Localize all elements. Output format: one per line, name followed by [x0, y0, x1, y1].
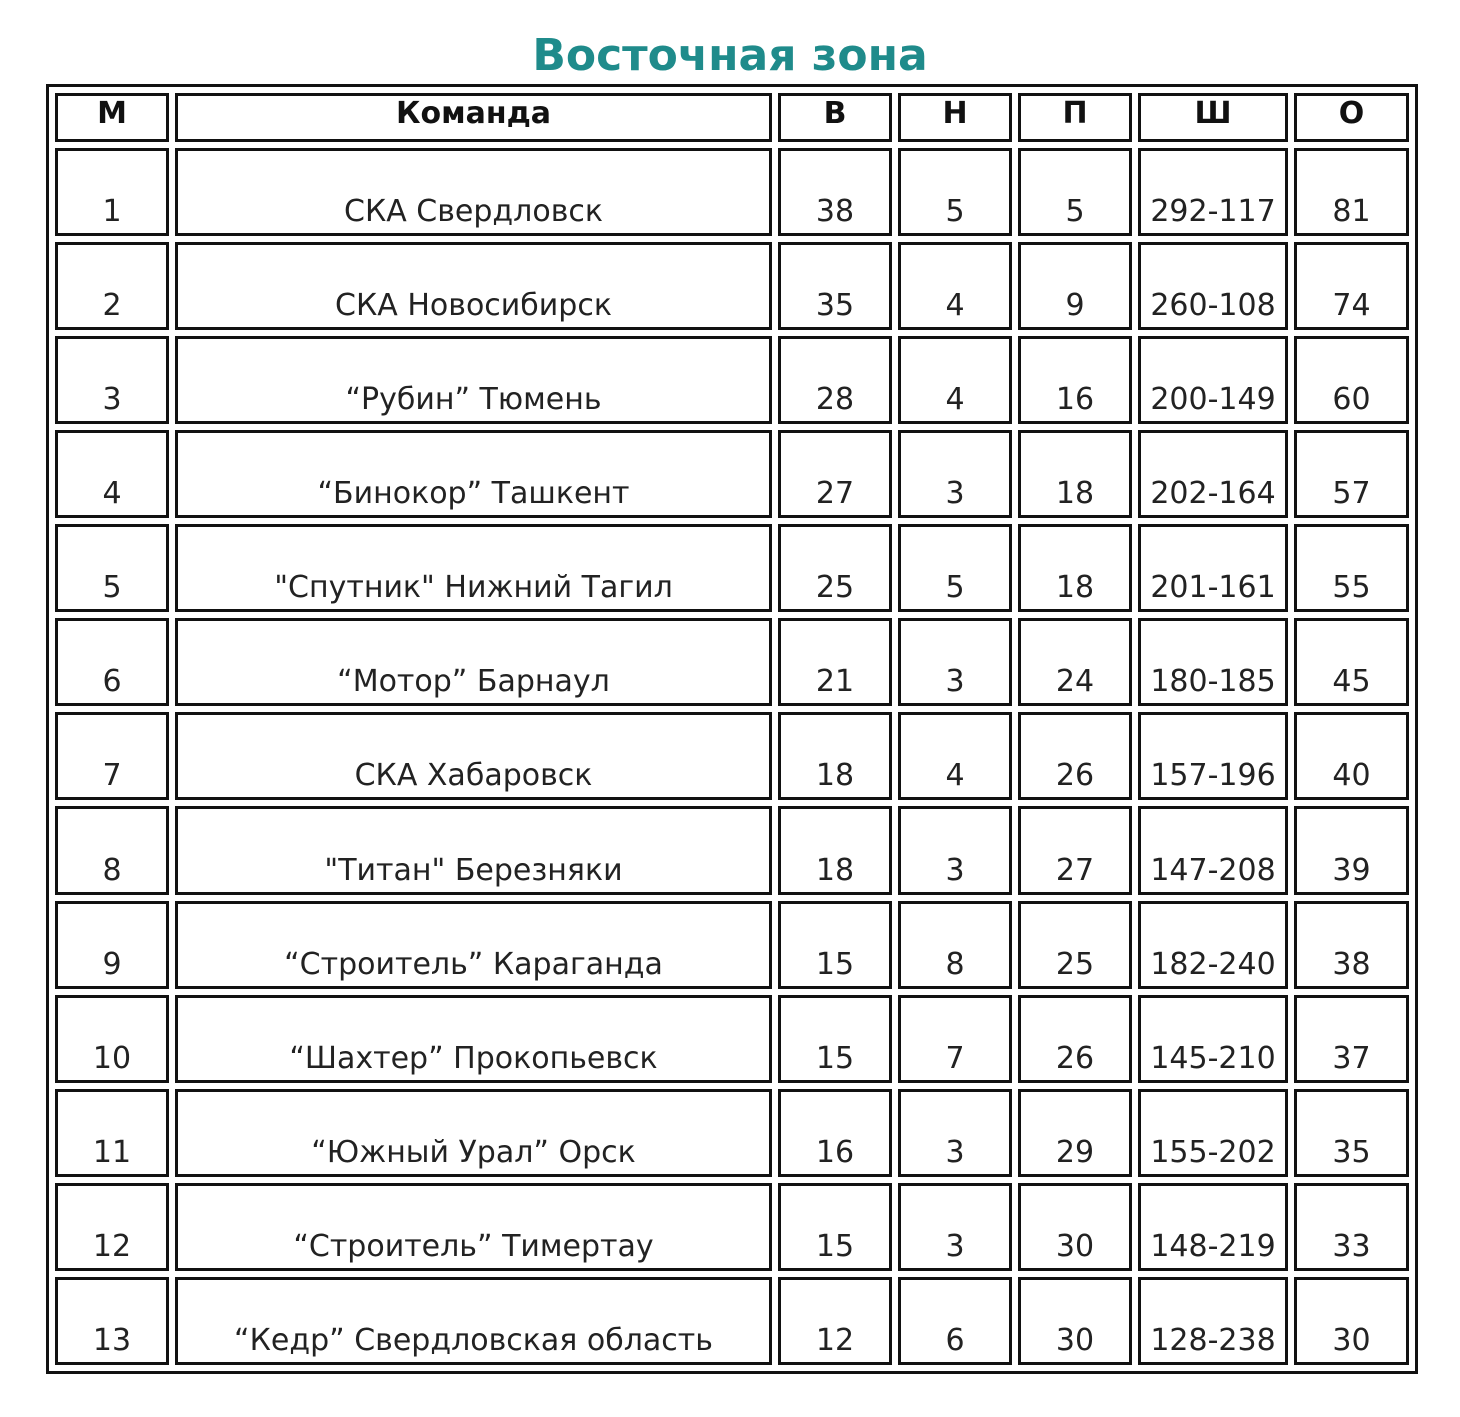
table-row [55, 1277, 1409, 1365]
table-row [55, 1089, 1409, 1177]
table-row [55, 242, 1409, 330]
cell-place: 1 [55, 148, 169, 236]
cell-goals: 157-196 [1138, 712, 1288, 800]
cell-points: 30 [1294, 1277, 1409, 1365]
table-row [55, 524, 1409, 612]
cell-points: 57 [1294, 430, 1409, 518]
cell-goals: 260-108 [1138, 242, 1288, 330]
cell-points: 39 [1294, 806, 1409, 894]
cell-place: 5 [55, 524, 169, 612]
cell-team: “Бинокор” Ташкент [175, 430, 772, 518]
cell-goals: 180-185 [1138, 618, 1288, 706]
cell-team: "Титан" Березняки [175, 806, 772, 894]
cell-draws: 3 [898, 430, 1012, 518]
cell-team: “Строитель” Караганда [175, 901, 772, 989]
cell-team: “Шахтер” Прокопьевск [175, 995, 772, 1083]
cell-goals: 182-240 [1138, 901, 1288, 989]
cell-team: СКА Хабаровск [175, 712, 772, 800]
header-wins: В [778, 93, 892, 142]
cell-points: 37 [1294, 995, 1409, 1083]
cell-draws: 6 [898, 1277, 1012, 1365]
cell-place: 9 [55, 901, 169, 989]
header-goals: Ш [1138, 93, 1288, 142]
header-points: О [1294, 93, 1409, 142]
cell-goals: 155-202 [1138, 1089, 1288, 1177]
cell-losses: 26 [1018, 995, 1132, 1083]
cell-losses: 25 [1018, 901, 1132, 989]
cell-goals: 200-149 [1138, 336, 1288, 424]
cell-place: 4 [55, 430, 169, 518]
cell-draws: 5 [898, 524, 1012, 612]
cell-losses: 26 [1018, 712, 1132, 800]
cell-wins: 18 [778, 806, 892, 894]
cell-place: 3 [55, 336, 169, 424]
cell-place: 11 [55, 1089, 169, 1177]
header-losses: П [1018, 93, 1132, 142]
cell-wins: 15 [778, 995, 892, 1083]
cell-team: "Спутник" Нижний Тагил [175, 524, 772, 612]
cell-points: 55 [1294, 524, 1409, 612]
cell-place: 12 [55, 1183, 169, 1271]
cell-team: СКА Новосибирск [175, 242, 772, 330]
cell-team: “Южный Урал” Орск [175, 1089, 772, 1177]
cell-place: 10 [55, 995, 169, 1083]
cell-place: 2 [55, 242, 169, 330]
cell-wins: 15 [778, 1183, 892, 1271]
cell-wins: 38 [778, 148, 892, 236]
table-row [55, 901, 1409, 989]
cell-draws: 3 [898, 618, 1012, 706]
cell-losses: 16 [1018, 336, 1132, 424]
cell-place: 8 [55, 806, 169, 894]
cell-points: 74 [1294, 242, 1409, 330]
table-row [55, 995, 1409, 1083]
standings-table [46, 84, 1418, 1374]
table-row [55, 806, 1409, 894]
cell-draws: 3 [898, 806, 1012, 894]
cell-losses: 9 [1018, 242, 1132, 330]
table-header-row [55, 93, 1409, 142]
cell-wins: 25 [778, 524, 892, 612]
header-team: Команда [175, 93, 772, 142]
cell-draws: 3 [898, 1089, 1012, 1177]
cell-losses: 18 [1018, 430, 1132, 518]
table-row [55, 430, 1409, 518]
table-row [55, 336, 1409, 424]
header-draws: Н [898, 93, 1012, 142]
cell-team: “Строитель” Тимертау [175, 1183, 772, 1271]
cell-draws: 7 [898, 995, 1012, 1083]
cell-wins: 35 [778, 242, 892, 330]
cell-wins: 18 [778, 712, 892, 800]
cell-losses: 30 [1018, 1277, 1132, 1365]
table-row [55, 1183, 1409, 1271]
page-title: Восточная зона [532, 30, 928, 81]
cell-team: “Кедр” Свердловская область [175, 1277, 772, 1365]
cell-draws: 3 [898, 1183, 1012, 1271]
cell-place: 6 [55, 618, 169, 706]
cell-team: СКА Свердловск [175, 148, 772, 236]
cell-points: 45 [1294, 618, 1409, 706]
cell-points: 40 [1294, 712, 1409, 800]
cell-wins: 12 [778, 1277, 892, 1365]
cell-goals: 147-208 [1138, 806, 1288, 894]
cell-losses: 5 [1018, 148, 1132, 236]
cell-points: 60 [1294, 336, 1409, 424]
cell-points: 81 [1294, 148, 1409, 236]
cell-goals: 145-210 [1138, 995, 1288, 1083]
cell-goals: 292-117 [1138, 148, 1288, 236]
cell-goals: 202-164 [1138, 430, 1288, 518]
cell-place: 13 [55, 1277, 169, 1365]
cell-team: “Рубин” Тюмень [175, 336, 772, 424]
cell-wins: 27 [778, 430, 892, 518]
cell-losses: 24 [1018, 618, 1132, 706]
cell-goals: 201-161 [1138, 524, 1288, 612]
cell-points: 35 [1294, 1089, 1409, 1177]
cell-losses: 30 [1018, 1183, 1132, 1271]
cell-losses: 18 [1018, 524, 1132, 612]
cell-place: 7 [55, 712, 169, 800]
cell-losses: 27 [1018, 806, 1132, 894]
cell-wins: 28 [778, 336, 892, 424]
cell-team: “Мотор” Барнаул [175, 618, 772, 706]
cell-losses: 29 [1018, 1089, 1132, 1177]
cell-wins: 15 [778, 901, 892, 989]
cell-wins: 16 [778, 1089, 892, 1177]
cell-draws: 8 [898, 901, 1012, 989]
cell-goals: 128-238 [1138, 1277, 1288, 1365]
cell-draws: 4 [898, 242, 1012, 330]
cell-draws: 5 [898, 148, 1012, 236]
cell-wins: 21 [778, 618, 892, 706]
cell-points: 33 [1294, 1183, 1409, 1271]
cell-draws: 4 [898, 712, 1012, 800]
table-row [55, 618, 1409, 706]
table-row [55, 712, 1409, 800]
cell-goals: 148-219 [1138, 1183, 1288, 1271]
cell-points: 38 [1294, 901, 1409, 989]
header-place: М [55, 93, 169, 142]
table-row [55, 148, 1409, 236]
cell-draws: 4 [898, 336, 1012, 424]
